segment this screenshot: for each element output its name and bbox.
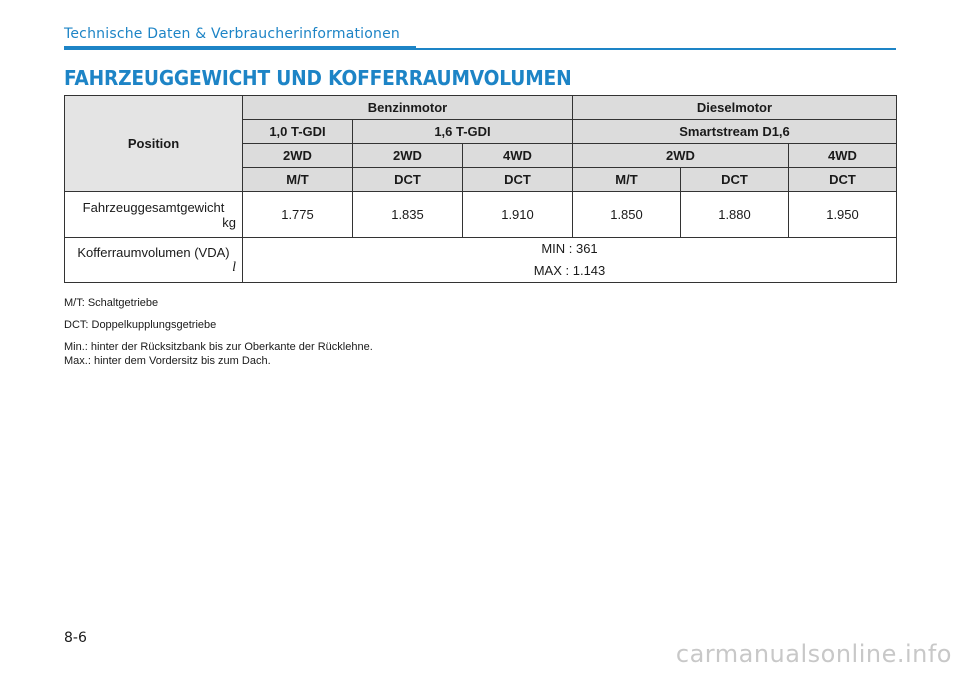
volume-cell (243, 238, 897, 283)
volume-label: Kofferraumvolumen (VDA) (77, 245, 230, 260)
header-rule-thick (64, 46, 416, 50)
header-rule-thin (416, 48, 896, 50)
gearbox-header: M/T (573, 168, 681, 192)
gearbox-header: DCT (353, 168, 463, 192)
engine-header: Smartstream D1,6 (573, 120, 897, 144)
volume-unit: l (232, 260, 236, 275)
watermark: carmanualsonline.info (675, 640, 952, 668)
drive-header: 2WD (353, 144, 463, 168)
page-number: 8-6 (64, 630, 87, 646)
footnote: M/T: Schaltgetriebe (64, 297, 159, 309)
drive-header: 4WD (789, 144, 897, 168)
table-cell: 1.880 (681, 192, 789, 238)
spec-table (64, 95, 897, 283)
gearbox-header: DCT (463, 168, 573, 192)
drive-header: 4WD (463, 144, 573, 168)
volume-row-header (65, 238, 243, 283)
table-cell: 1.835 (353, 192, 463, 238)
table-cell: 1.775 (243, 192, 353, 238)
drive-header: 2WD (243, 144, 353, 168)
weight-unit: kg (222, 215, 236, 230)
engine-header: 1,6 T-GDI (353, 120, 573, 144)
chapter-title: Technische Daten & Verbraucherinformationen (64, 26, 400, 42)
footnote: Min.: hinter der Rücksitzbank bis zur Oberkante der Rücklehne. (64, 341, 373, 353)
table-cell: 1.950 (789, 192, 897, 238)
gearbox-header: DCT (789, 168, 897, 192)
volume-max: MAX : 1.143 (533, 263, 606, 278)
weight-row-header (65, 192, 243, 238)
gearbox-header: DCT (681, 168, 789, 192)
table-cell: 1.850 (573, 192, 681, 238)
volume-min: MIN : 361 (541, 241, 598, 256)
section-title: FAHRZEUGGEWICHT UND KOFFERRAUMVOLUMEN (64, 66, 572, 90)
table-row (65, 192, 897, 238)
table-cell: 1.910 (463, 192, 573, 238)
weight-label: Fahrzeuggesamtgewicht (82, 200, 225, 215)
table-row (65, 238, 897, 283)
drive-header: 2WD (573, 144, 789, 168)
footnote: Max.: hinter dem Vordersitz bis zum Dach. (64, 355, 271, 367)
gearbox-header: M/T (243, 168, 353, 192)
position-header: Position (65, 96, 243, 192)
engine-group-header: Benzinmotor (243, 96, 573, 120)
footnote: DCT: Doppelkupplungsgetriebe (64, 319, 217, 331)
footnotes (64, 296, 373, 368)
engine-header: 1,0 T-GDI (243, 120, 353, 144)
engine-group-header: Dieselmotor (573, 96, 897, 120)
table-header-row (65, 96, 897, 120)
